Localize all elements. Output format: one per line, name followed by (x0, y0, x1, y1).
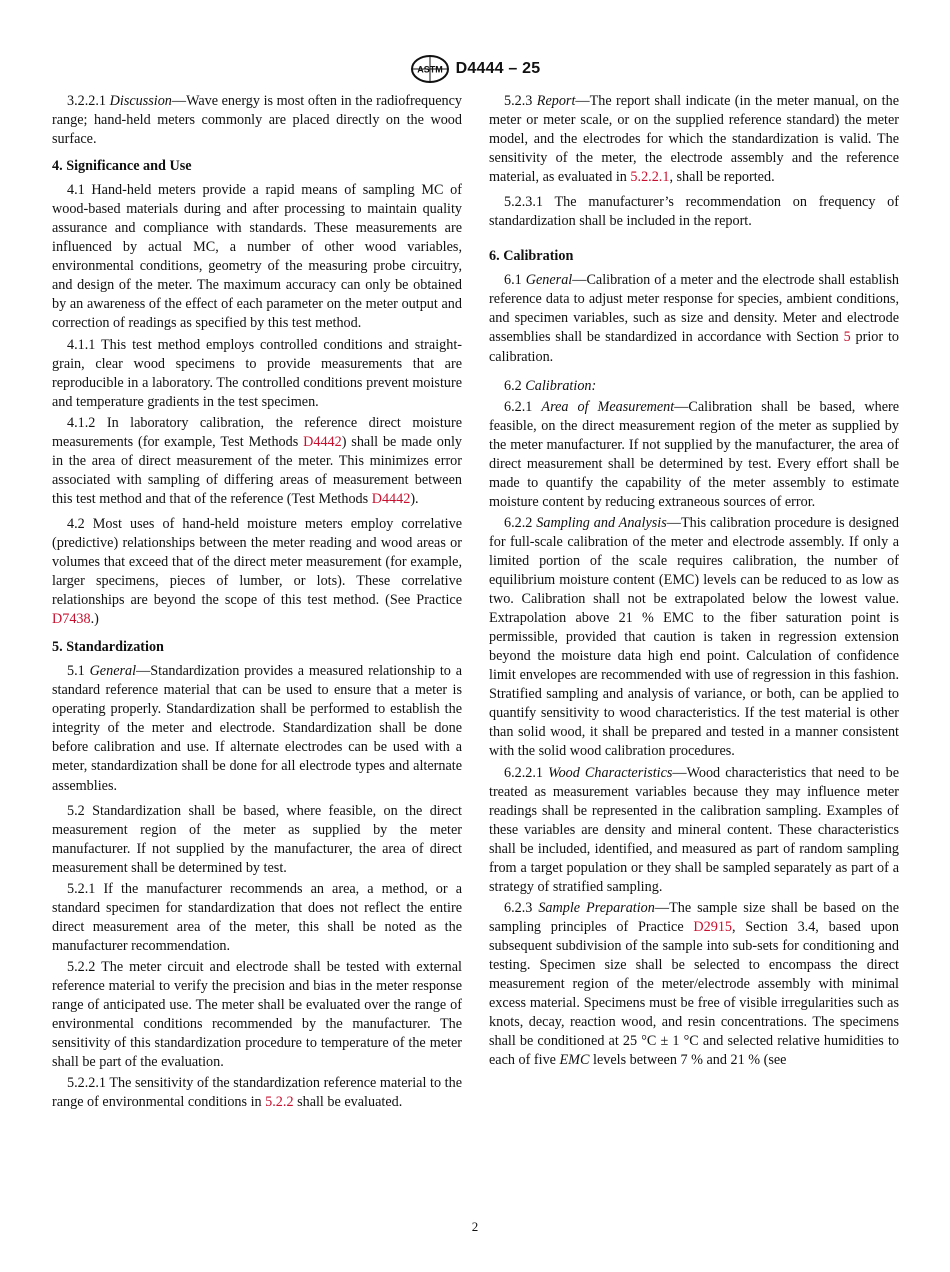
reference-link-section-5[interactable]: 5 (843, 329, 851, 346)
left-column (52, 92, 462, 1114)
paragraph-5-2: 5.2 Standardization shall be based, where feasible, on the direct measurement region of the meter as supplied by the meter manufacturer. If not supplied by the manufacturer, the area of direct measurement shall be determined by test. (52, 802, 462, 876)
astm-logo-icon (410, 54, 450, 84)
paragraph-6-1: 6.1 General—Calibration of a meter and the electrode shall establish reference data to adjust meter response for species, ambient conditions, and specimen variables, such as size and density. Meter and electrode assemblies shall be standardized in accordance with Section 5 prior to calibration. (489, 272, 899, 365)
paragraph-3-2-2-1: 3.2.2.1 Discussion—Wave energy is most often in the radiofrequency range; hand-held meters commonly are placed directly on the wood surface. (52, 93, 463, 148)
paragraph-4-1-1: 4.1.1 This test method employs controlled conditions and straight-grain, clear wood specimens to provide measurements that are reproducible in a laboratory. The controlled conditions prevent moisture and temperature gradients in the test specimen. (52, 336, 462, 410)
paragraph-5-2-3: 5.2.3 Report—The report shall indicate (in the meter manual, on the meter or meter scale, or on the supplied reference standard) the meter model, and the electrodes for which the standardization is valid. The sensitivity of the meter, the electrode assembly and the reference material, as evaluated in 5.2.2.1, shall be reported. (489, 93, 899, 186)
reference-link-5-2-2[interactable]: 5.2.2 (265, 1094, 294, 1111)
reference-link-d2915[interactable]: D2915 (693, 918, 733, 935)
paragraph-6-2: 6.2 Calibration: (504, 377, 597, 394)
right-column (489, 92, 899, 1072)
paragraph-6-2-3: 6.2.3 Sample Preparation—The sample size shall be based on the sampling principles of Practice D2915, Section 3.4, based upon subsequent subdivision of the sample into sub-sets for conditioning and testing. Specimen size shall be selected to encompass the direct measurement region of the meter/electrode assembly with minimal excess material. Specimens must be free of visible irregularities such as knots, decay, reaction wood, and resin concentrations. The specimens shall be conditioned at 25 °C ± 1 °C and selected relative humidities to each of five EMC levels between 7 % and 21 % (see (489, 899, 899, 1069)
paragraph-6-2-2-1: 6.2.2.1 Wood Characteristics—Wood characteristics that need to be treated as measurement variables because they may influence meter readings shall be represented in the calibration sampling. Examples of these variables are density and mineral content. These characteristics shall be included, identified, and measured as part of random sampling from a target population or they shall be sampled separately as part of a strategy of stratified sampling. (489, 764, 900, 895)
astm-logo-text: ASTM (416, 64, 443, 75)
paragraph-5-1: 5.1 General—Standardization provides a measured relationship to a standard reference material that can be used to ensure that a meter is operating properly. Standardization shall be performed to establish the integrity of the meter and electrode. Standardization shall be done before calibration and use. If alternate electrodes can be used with a meter, standardization shall be done for all electrode types and alternate assemblies. (52, 663, 463, 794)
standard-designation: D4444 – 25 (455, 60, 541, 77)
paragraph-4-1: 4.1 Hand-held meters provide a rapid means of sampling MC of wood-based materials during and after processing to maintain quality assurance and compliance with standards. These measurements are influenced by actual MC, a number of other wood variables, environmental conditions, geometry of the measuring probe circuitry, and design of the meter. The maximum accuracy can only be obtained by an awareness of the effect of each parameter on the meter output and correction of readings as specified by this test method. (52, 182, 462, 332)
paragraph-5-2-2: 5.2.2 The meter circuit and electrode shall be tested with external reference material to verify the precision and bias in the meter response range of anticipated use. The meter shall be evaluated over the range of environmental conditions recommended by the manufacturer. The sensitivity of this standardization procedure to temperature of the meter shall be part of the evaluation. (52, 958, 462, 1071)
paragraph-6-2-2: 6.2.2 Sampling and Analysis—This calibration procedure is designed for full-scale calibration of the meter and electrode assembly. If only a limited portion of the scale requires calibration, the number of equilibrium moisture content (EMC) levels can be reduced to as low as two. Calibration shall not be extrapolated below the lowest value. Extrapolation above 21 % EMC to the fiber saturation point is permissible, provided that caution is taken in regression extension beyond the moisture data high end point. Calculation of confidence limit envelopes are recommended with use of regression in this fashion. Stratified sampling and analysis of variance, or both, can be applied to quantify sensitivity to wood characteristics. If the test material is other than solid wood, it shall be prepared and tested in a manner consistent with the solid wood calibration procedures. (489, 514, 899, 760)
paragraph-6-2-1: 6.2.1 Area of Measurement—Calibration shall be based, where feasible, on the direct measurement region of the meter as supplied by the meter manufacturer. If not supplied by the manufacturer, the area of direct measurement shall be determined by test. Every effort shall be made to quantify the capability of the meter assembly to estimate moisture content by reducing extraneous sources of error. (489, 398, 900, 510)
reference-link-d4442[interactable]: D4442 (371, 490, 411, 507)
paragraph-4-1-2: 4.1.2 In laboratory calibration, the reference direct moisture measurements (for example, Test Methods D4442) shall be made only in the area of direct measurement of the meter. This minimizes error associated with sampling of differing areas of measurement between this test method and that of the reference (Test Methods D4442). (52, 414, 462, 507)
section-heading-5: 5. Standardization (52, 639, 164, 656)
reference-link-d4442[interactable]: D4442 (303, 433, 342, 450)
page-number: 2 (471, 1219, 479, 1234)
paragraph-5-2-2-1: 5.2.2.1 The sensitivity of the standardization reference material to the range of environmental conditions in 5.2.2 shall be evaluated. (52, 1075, 462, 1111)
reference-link-5-2-2-1[interactable]: 5.2.2.1 (630, 169, 670, 186)
reference-link-d7438[interactable]: D7438 (52, 611, 91, 628)
paragraph-4-2: 4.2 Most uses of hand-held moisture meters employ correlative (predictive) relationships between the meter reading and wood areas or volumes that exceed that of the direct meter measurement (for example, larger specimens, pieces of lumber, or lots). These correlative relationships are beyond the scope of this test method. (See Practice D7438.) (52, 515, 462, 628)
section-heading-4: 4. Significance and Use (52, 158, 192, 175)
section-heading-6: 6. Calibration (489, 248, 574, 265)
paragraph-5-2-1: 5.2.1 If the manufacturer recommends an area, a method, or a standard specimen for standardization that does not reflect the entire direct measurement area of the meter, this shall be noted as the manufacturer recommendation. (52, 880, 462, 954)
paragraph-5-2-3-1: 5.2.3.1 The manufacturer’s recommendation on frequency of standardization shall be included in the report. (489, 194, 899, 230)
page-header (0, 52, 950, 86)
